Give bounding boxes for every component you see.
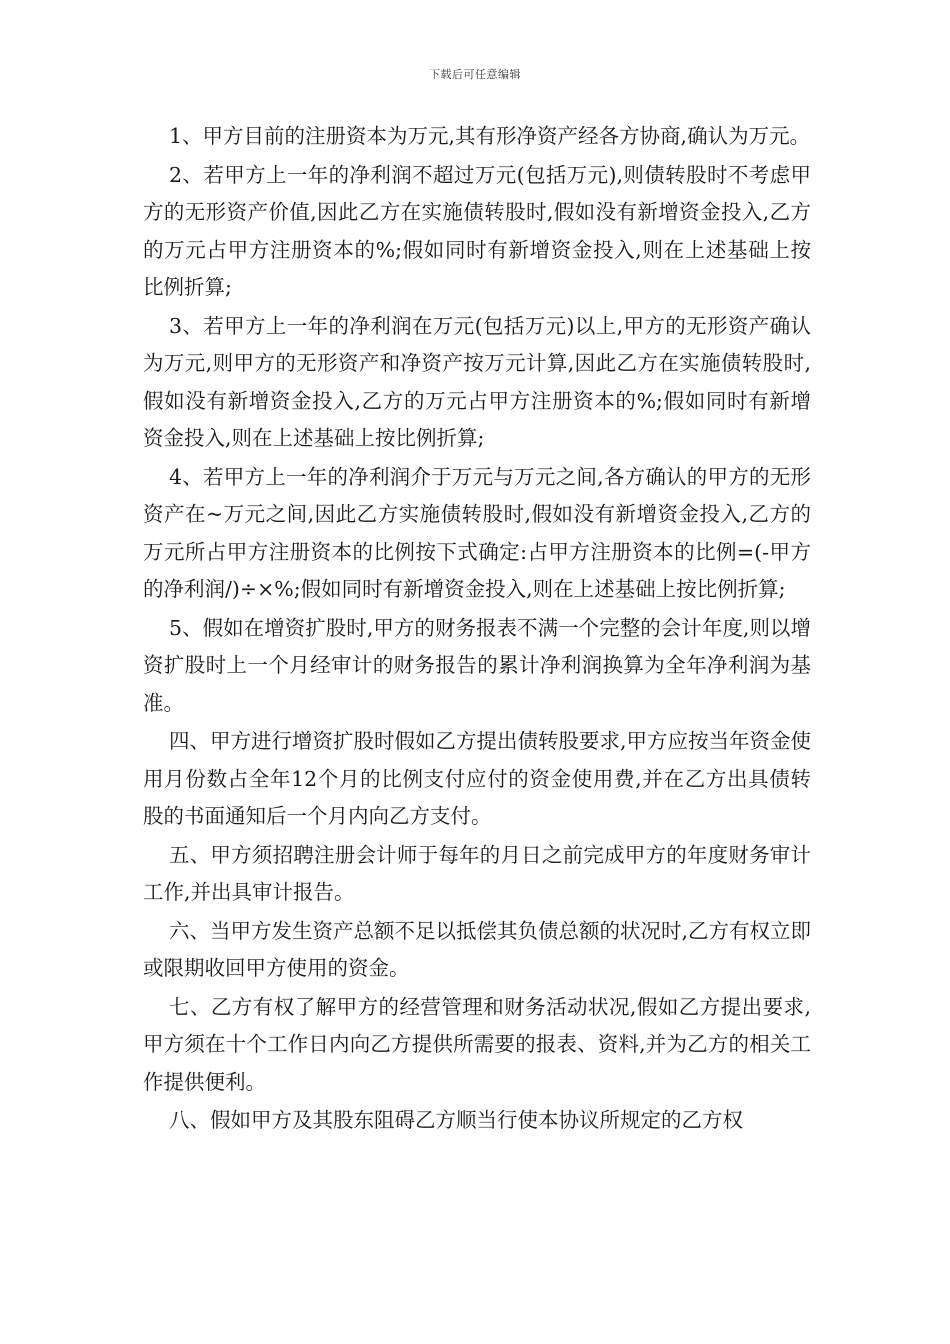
document-body [143, 118, 811, 1141]
clause-paragraph-5: 5、假如在增资扩股时,甲方的财务报表不满一个完整的会计年度,则以增资扩股时上一个月经审计的财务报告的累计净利润换算为全年净利润为基准。 [143, 615, 811, 715]
page-header-note: 下载后可任意编辑 [429, 68, 521, 81]
clause-paragraph-8th: 八、假如甲方及其股东阻碍乙方顺当行使本协议所规定的乙方权 [169, 1108, 743, 1132]
clause-paragraph-4: 4、若甲方上一年的净利润介于万元与万元之间,各方确认的甲方的无形资产在~万元之间,因此乙方实施债转股时,假如没有新增资金投入,乙方的万元所占甲方注册资本的比例按下式确定:占甲方注册资本的比例=(-甲方的净利润/)÷×%;假如同时有新增资金投入,则在上述基础上按比例折算; [143, 464, 811, 601]
clause-paragraph-4th: 四、甲方进行增资扩股时假如乙方提出债转股要求,甲方应按当年资金使用月份数占全年12个月的比例支付应付的资金使用费,并在乙方出具债转股的书面通知后一个月内向乙方支付。 [143, 729, 812, 828]
clause-paragraph-3: 3、若甲方上一年的净利润在万元(包括万元)以上,甲方的无形资产确认为万元,则甲方的无形资产和净资产按万元计算,因此乙方在实施债转股时,假如没有新增资金投入,乙方的万元占甲方注册资本的%;假如同时有新增资金投入,则在上述基础上按比例折算; [143, 313, 811, 450]
clause-paragraph-1: 1、甲方目前的注册资本为万元,其有形净资产经各方协商,确认为万元。 [169, 124, 811, 148]
clause-paragraph-7th: 七、乙方有权了解甲方的经营管理和财务活动状况,假如乙方提出要求,甲方须在十个工作日内向乙方提供所需要的报表、资料,并为乙方的相关工作提供便利。 [143, 994, 811, 1094]
clause-paragraph-5th: 五、甲方须招聘注册会计师于每年的月日之前完成甲方的年度财务审计工作,并出具审计报告。 [143, 842, 811, 904]
clause-paragraph-6th: 六、当甲方发生资产总额不足以抵偿其负债总额的状况时,乙方有权立即或限期收回甲方使用的资金。 [143, 918, 812, 980]
clause-paragraph-2: 2、若甲方上一年的净利润不超过万元(包括万元),则债转股时不考虑甲方的无形资产价值,因此乙方在实施债转股时,假如没有新增资金投入,乙方的万元占甲方注册资本的%;假如同时有新增资金投入,则在上述基础上按比例折算; [143, 162, 811, 299]
